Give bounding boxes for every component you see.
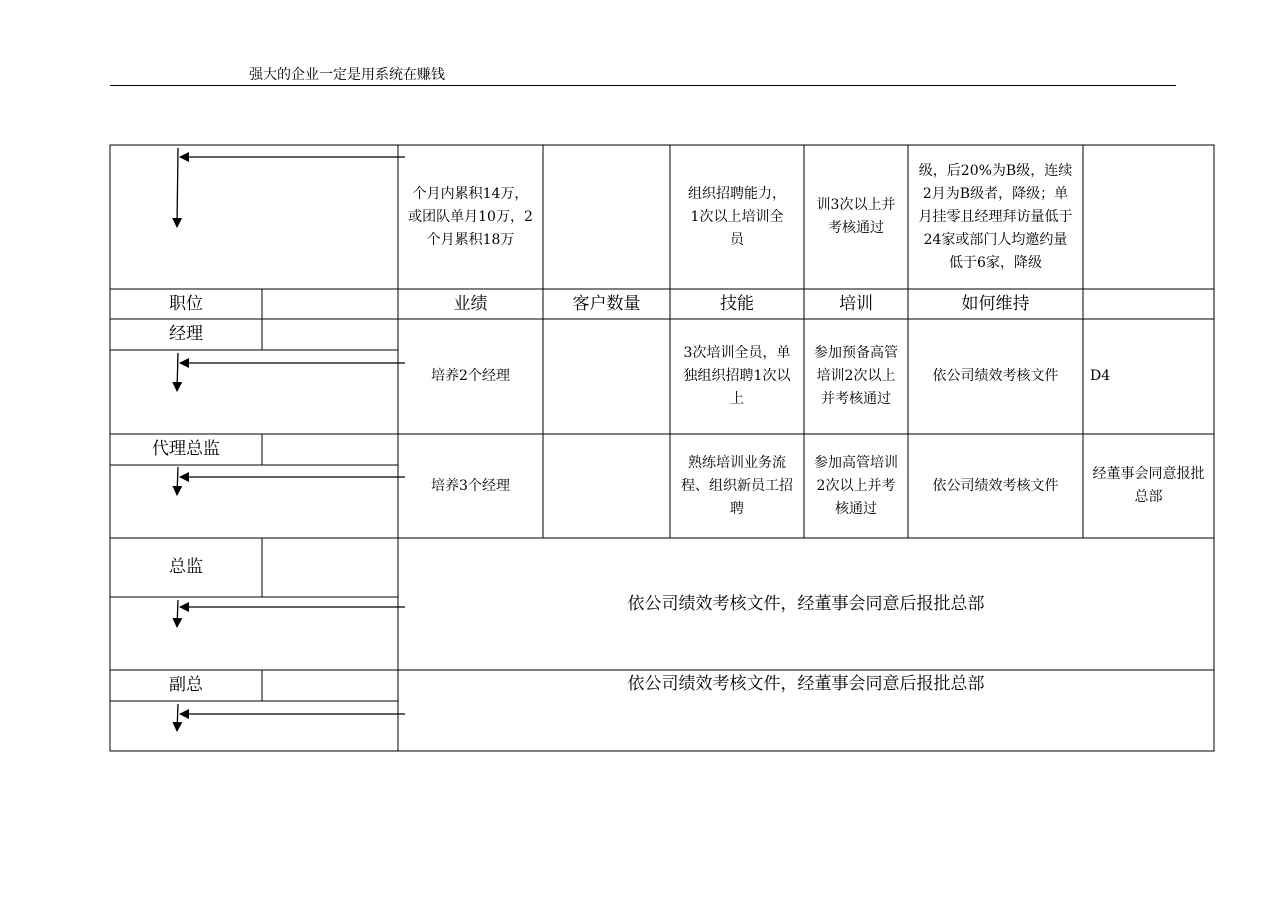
top-maintain-cell: 级，后20%为B级，连续2月为B级者，降级；单月挂零且经理拜访量低于24家或部门人均邀约量低于6家，降级 bbox=[918, 162, 1073, 271]
row-manager-maintain: 依公司绩效考核文件 bbox=[932, 368, 1059, 384]
top-skills-cell: 组织招聘能力，1次以上培训全员 bbox=[688, 185, 786, 248]
header-last bbox=[1083, 289, 1214, 319]
row-manager-last: D4 bbox=[1090, 368, 1111, 384]
flow-arrow-manager bbox=[177, 353, 405, 391]
header-customers: 客户数量 bbox=[572, 293, 641, 314]
row-vice-president-position: 副总 bbox=[169, 675, 203, 695]
page-header-title: 强大的企业一定是用系统在赚钱 bbox=[249, 67, 445, 83]
row-acting-director-skills: 熟练培训业务流程、组织新员工招聘 bbox=[681, 454, 793, 517]
header-position: 职位 bbox=[169, 293, 203, 314]
header-maintain: 如何维持 bbox=[961, 293, 1030, 314]
header-performance: 业绩 bbox=[453, 293, 488, 314]
header-blank bbox=[262, 289, 398, 319]
flow-arrow-vice-president bbox=[177, 704, 405, 731]
top-training-cell: 训3次以上并考核通过 bbox=[816, 197, 896, 236]
row-acting-director-position: 代理总监 bbox=[152, 439, 220, 459]
row-acting-director-training: 参加高管培训2次以上并考核通过 bbox=[814, 454, 898, 517]
row-manager-position: 经理 bbox=[169, 324, 203, 344]
row-acting-director-maintain: 依公司绩效考核文件 bbox=[932, 477, 1059, 494]
row-director-merged: 依公司绩效考核文件，经董事会同意后报批总部 bbox=[627, 593, 985, 614]
row-acting-director-customers bbox=[543, 434, 670, 538]
header-skills: 技能 bbox=[720, 293, 754, 314]
top-last-cell bbox=[1083, 145, 1214, 289]
row-vice-president-merged: 依公司绩效考核文件，经董事会同意后报批总部 bbox=[627, 673, 985, 694]
flow-arrow-top bbox=[177, 148, 405, 227]
row-manager-training: 参加预备高管培训2次以上并考核通过 bbox=[814, 345, 898, 407]
top-performance-cell: 个月内累积14万，或团队单月10万，2个月累积18万 bbox=[408, 185, 533, 248]
row-director-position: 总监 bbox=[169, 557, 203, 577]
row-acting-director-performance: 培养3个经理 bbox=[431, 477, 510, 494]
row-acting-director-last: 经董事会同意报批总部 bbox=[1092, 466, 1205, 505]
flow-arrow-director bbox=[177, 600, 405, 627]
row-manager-customers bbox=[543, 319, 670, 434]
top-customers-cell bbox=[543, 145, 670, 289]
row-manager-performance: 培养2个经理 bbox=[431, 368, 510, 384]
flow-arrow-acting-director bbox=[177, 467, 405, 495]
header-training: 培训 bbox=[839, 293, 873, 314]
row-manager-skills: 3次培训全员，单独组织招聘1次以上 bbox=[683, 345, 791, 407]
